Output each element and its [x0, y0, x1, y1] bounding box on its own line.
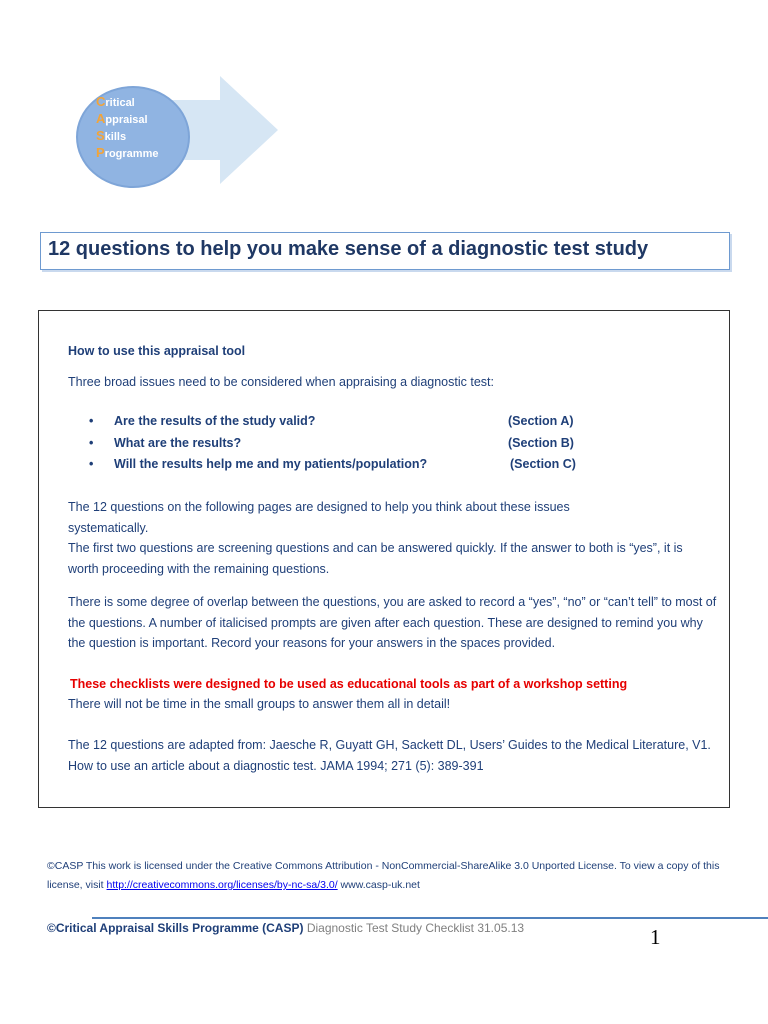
section-heading: How to use this appraisal tool	[68, 344, 246, 358]
paragraph-purpose: The 12 questions on the following pages are designed to help you think about these issues systematically.	[68, 500, 570, 535]
license-link[interactable]: http://creativecommons.org/licenses/by-nc-sa/3.0/	[106, 879, 338, 891]
appraisal-tool-box	[38, 310, 730, 808]
paragraph-overlap: There is some degree of overlap between the questions, you are asked to record a “yes”, “no” or “can’t tell” to most of the questions. A number of italicised prompts are given after each question. These are designed to remind you why the question is important. Record your reasons for your answers in the spaces provided.	[68, 595, 717, 650]
casp-logo	[70, 72, 280, 187]
warning-text: These checklists were designed to be used as educational tools as part of a workshop setting	[70, 677, 628, 691]
intro-text: Three broad issues need to be considered when appraising a diagnostic test:	[68, 375, 494, 389]
issue-list	[89, 414, 609, 479]
bullet-icon: •	[89, 414, 94, 428]
license-notice: ©CASP This work is licensed under the Creative Commons Attribution - NonCommercial-ShareAlike 3.0 Unported License. To view a copy of this license, visit http://creativecommons.org/licenses/by-nc-sa/3.0/ www.casp-uk.net	[47, 860, 720, 891]
logo-text	[96, 94, 158, 162]
title-box	[40, 232, 730, 270]
list-item: • What are the results? (Section B)	[89, 435, 574, 450]
logo-line: Skills	[96, 128, 127, 143]
bullet-icon: •	[89, 457, 94, 471]
logo-line: Appraisal	[96, 111, 148, 126]
paragraph-reference: The 12 questions are adapted from: Jaesche R, Guyatt GH, Sackett DL, Users’ Guides to the Medical Literature, V1. How to use an article about a diagnostic test. JAMA 1994; 271 (5): 389-391	[68, 738, 711, 773]
list-item: • Will the results help me and my patients/population? (Section C)	[89, 457, 576, 471]
bullet-icon: •	[89, 435, 94, 450]
page-title: 12 questions to help you make sense of a diagnostic test study	[48, 238, 649, 260]
footer-text: ©Critical Appraisal Skills Programme (CASP) Diagnostic Test Study Checklist 31.05.13	[47, 921, 525, 935]
logo-line: Critical	[96, 94, 135, 109]
paragraph-time: There will not be time in the small groups to answer them all in detail!	[68, 697, 451, 711]
list-item: • Are the results of the study valid? (Section A)	[89, 414, 574, 428]
footer-divider	[92, 917, 768, 919]
logo-line: Programme	[96, 145, 159, 160]
paragraph-screening: The first two questions are screening questions and can be answered quickly. If the answer to both is “yes”, it is worth proceeding with the remaining questions.	[68, 541, 683, 576]
page-number: 1	[650, 925, 661, 949]
